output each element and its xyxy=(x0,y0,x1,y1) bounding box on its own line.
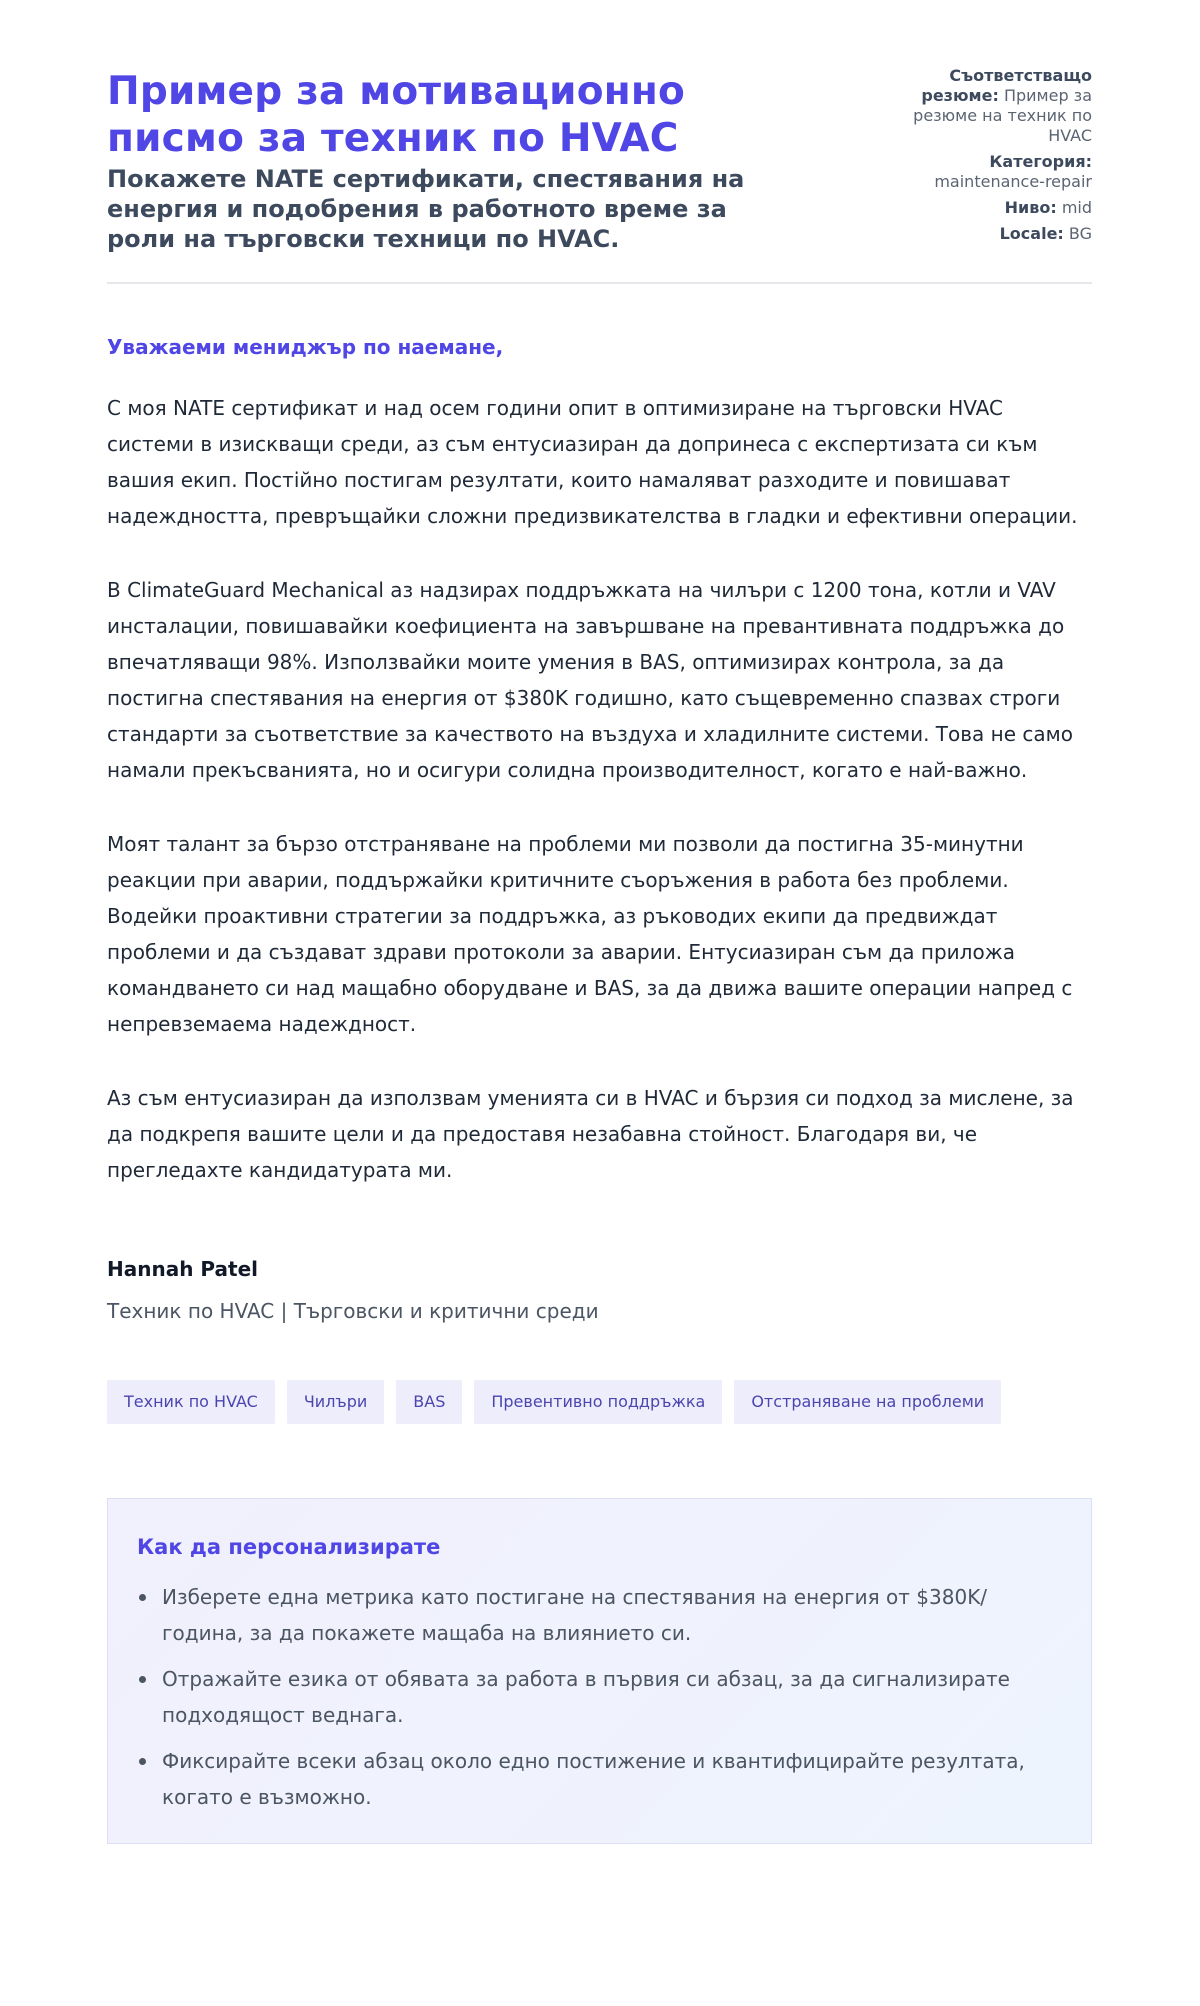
meta-key: Категория: xyxy=(989,152,1092,171)
tips-item xyxy=(137,1579,1062,1651)
bullet-icon xyxy=(139,1676,146,1683)
meta-key: Съответстващо резюме: xyxy=(921,66,1092,105)
letter-paragraph: В ClimateGuard Mechanical аз надзирах поддръжката на чилъри с 1200 тона, котли и VAV инсталации, повишавайки коефициента на завършване на превантивната поддръжка до впечатляващи 98%. Използвайки моите умения в BAS, оптимизирах контрола, за да постигна спестявания на енергия от $380K годишно, като същевременно спазвах строги стандарти за съответствие за качеството на въздуха и хладилните системи. Това не само намали прекъсванията, но и осигури солидна производителност, когато е най-важно. xyxy=(107,578,1073,782)
signature xyxy=(107,1256,1092,1324)
meta-level xyxy=(877,198,1092,218)
tips-title: Как да персонализирате xyxy=(137,1535,441,1559)
signature-name: Hannah Patel xyxy=(107,1257,259,1281)
tips-item-text: Отражайте езика от обявата за работа в първия си абзац, за да сигнализирате подходящост веднага. xyxy=(162,1667,1010,1727)
meta-panel xyxy=(877,66,1092,250)
letter-paragraph: Моят талант за бързо отстраняване на проблеми ми позволи да постигна 35-минутни реакции при аварии, поддържайки критичните съоръжения в работа без проблеми. Водейки проактивни стратегии за поддръжка, аз ръководих екипи да предвиждат проблеми и да създават здрави протоколи за аварии. Ентусиазиран съм да приложа командването си над мащабно оборудване и BAS, за да движа вашите операции напред с непревземаема надеждност. xyxy=(107,832,1073,1036)
meta-key: Ниво: xyxy=(1004,198,1057,217)
meta-value: mid xyxy=(1061,198,1092,217)
tag-hvac-technician[interactable]: Техник по HVAC xyxy=(107,1380,275,1424)
meta-value: maintenance-repair xyxy=(934,172,1092,191)
tag-preventive-maintenance[interactable]: Превентивно поддръжка xyxy=(474,1380,722,1424)
tag-chillers[interactable]: Чилъри xyxy=(287,1380,384,1424)
tips-item-text: Изберете една метрика като постигане на спестявания на енергия от $380K/година, за да покажете мащаба на влиянието си. xyxy=(162,1585,988,1645)
cover-letter-page xyxy=(107,0,1092,1844)
bullet-icon xyxy=(139,1758,146,1765)
tag-list xyxy=(107,1380,1092,1424)
tag-bas[interactable]: BAS xyxy=(396,1380,462,1424)
personalize-tips-box xyxy=(107,1498,1092,1844)
meta-value: BG xyxy=(1068,224,1092,243)
page-title: Пример за мотивационно писмо за техник по HVAC xyxy=(107,69,685,161)
tips-item xyxy=(137,1661,1062,1733)
letter-body xyxy=(107,334,1092,1324)
meta-key: Locale: xyxy=(999,224,1064,243)
letter-paragraph: С моя NATE сертификат и над осем години опит в оптимизиране на търговски HVAC системи в изискващи среди, аз съм ентусиазиран да допринеса с експертизата си към вашия екип. Постійно постигам резултати, които намаляват разходите и повишават надеждността, превръщайки сложни предизвикателства в гладки и ефективни операции. xyxy=(107,396,1078,528)
meta-locale xyxy=(877,224,1092,244)
bullet-icon xyxy=(139,1594,146,1601)
meta-matching-resume xyxy=(877,66,1092,146)
letter-paragraph: Аз съм ентусиазиран да използвам уменията си в HVAC и бързия си подход за мислене, за да подкрепя вашите цели и да предоставя незабавна стойност. Благодаря ви, че прегледахте кандидатурата ми. xyxy=(107,1086,1074,1182)
tag-troubleshooting[interactable]: Отстраняване на проблеми xyxy=(734,1380,1001,1424)
page-subtitle: Покажете NATE сертификати, спестявания на енергия и подобрения в работното време за роли на търговски техници по HVAC. xyxy=(107,165,745,253)
header-left xyxy=(107,68,787,254)
meta-value-link[interactable]: Пример за резюме на техник по HVAC xyxy=(913,86,1092,145)
tips-item xyxy=(137,1743,1062,1815)
letter-greeting: Уважаеми мениджър по наемане, xyxy=(107,335,504,359)
tips-list xyxy=(137,1579,1062,1815)
tips-item-text: Фиксирайте всеки абзац около едно постижение и квантифицирайте резултата, когато е възможно. xyxy=(162,1749,1025,1809)
signature-title: Техник по HVAC | Търговски и критични среди xyxy=(107,1299,599,1323)
page-header xyxy=(107,0,1092,284)
meta-category xyxy=(877,152,1092,192)
